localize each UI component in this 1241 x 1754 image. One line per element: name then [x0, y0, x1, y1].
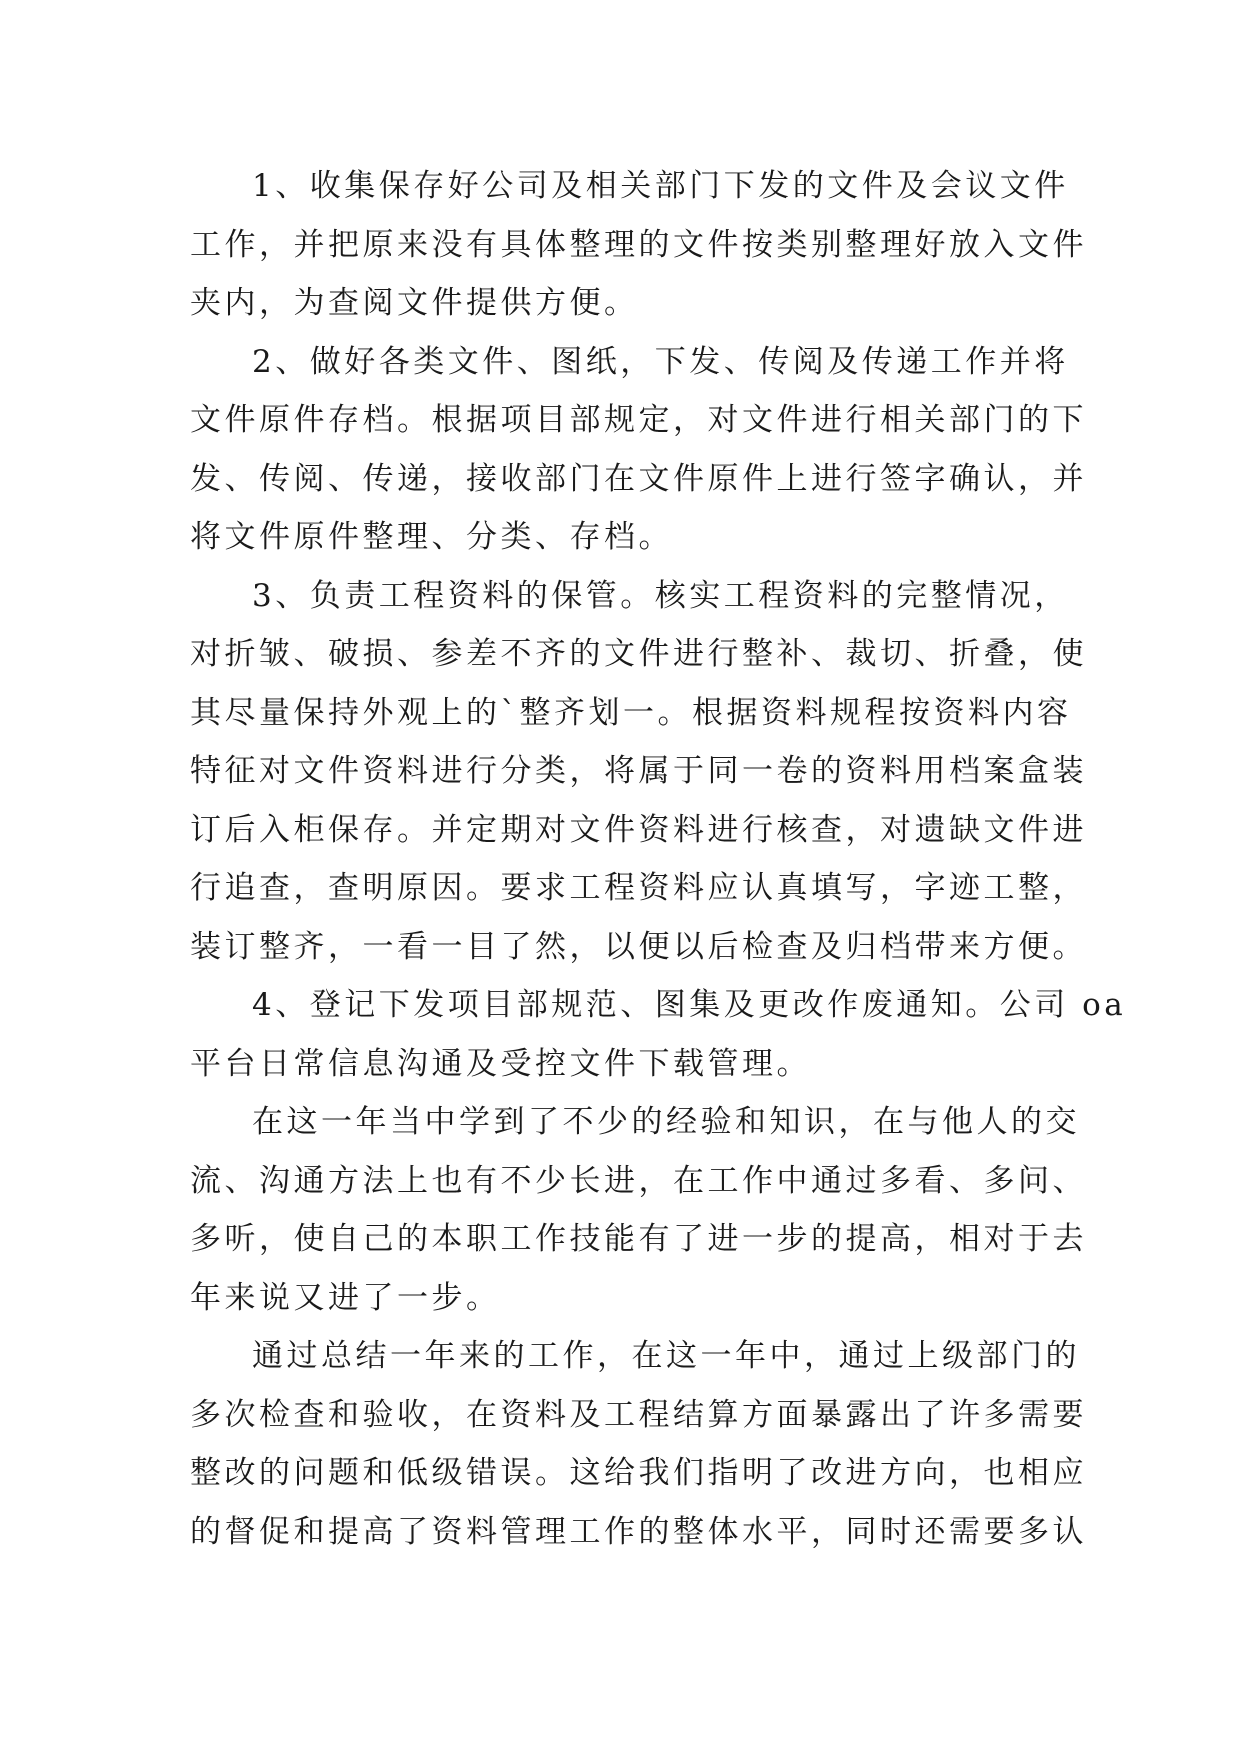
text-line: 整改的问题和低级错误。这给我们指明了改进方向，也相应: [190, 1455, 1087, 1491]
text-line: 特征对文件资料进行分类，将属于同一卷的资料用档案盒装: [190, 753, 1087, 789]
text-line: 对折皱、破损、参差不齐的文件进行整补、裁切、折叠，使: [190, 636, 1087, 672]
text-line: 年来说又进了一步。: [190, 1279, 501, 1316]
text-line: 发、传阅、传递，接收部门在文件原件上进行签字确认，并: [190, 460, 1087, 497]
text-line: 装订整齐，一看一目了然，以便以后检查及归档带来方便。: [190, 928, 1087, 965]
text-line: 流、沟通方法上也有不少长进，在工作中通过多看、多问、: [190, 1162, 1087, 1199]
text-line: 2、做好各类文件、图纸，下发、传阅及传递工作并将: [252, 343, 1069, 380]
text-line: 订后入柜保存。并定期对文件资料进行核查，对遗缺文件进: [190, 811, 1087, 848]
text-line: 行追查，查明原因。要求工程资料应认真填写，字迹工整，: [190, 870, 1087, 906]
text-line: 多听，使自己的本职工作技能有了进一步的提高，相对于去: [190, 1221, 1087, 1257]
text-line: 1、收集保存好公司及相关部门下发的文件及会议文件: [252, 168, 1069, 204]
text-line: 3、负责工程资料的保管。核实工程资料的完整情况，: [252, 577, 1069, 614]
text-line: 多次检查和验收，在资料及工程结算方面暴露出了许多需要: [190, 1396, 1087, 1433]
text-line: 在这一年当中学到了不少的经验和知识，在与他人的交: [252, 1104, 1080, 1140]
text-line: 其尽量保持外观上的`整齐划一。根据资料规程按资料内容: [190, 694, 1072, 731]
text-line: 将文件原件整理、分类、存档。: [190, 519, 673, 555]
text-line: 平台日常信息沟通及受控文件下载管理。: [190, 1045, 811, 1082]
text-line: 夹内，为查阅文件提供方便。: [190, 285, 639, 321]
text-line: 4、登记下发项目部规范、图集及更改作废通知。公司 oa: [252, 987, 1127, 1023]
text-line: 文件原件存档。根据项目部规定，对文件进行相关部门的下: [190, 402, 1087, 438]
document-body: [190, 157, 1127, 1561]
text-line: 工作，并把原来没有具体整理的文件按类别整理好放入文件: [190, 226, 1087, 263]
text-line: 通过总结一年来的工作，在这一年中，通过上级部门的: [252, 1338, 1080, 1374]
text-line: 的督促和提高了资料管理工作的整体水平，同时还需要多认: [190, 1513, 1087, 1550]
